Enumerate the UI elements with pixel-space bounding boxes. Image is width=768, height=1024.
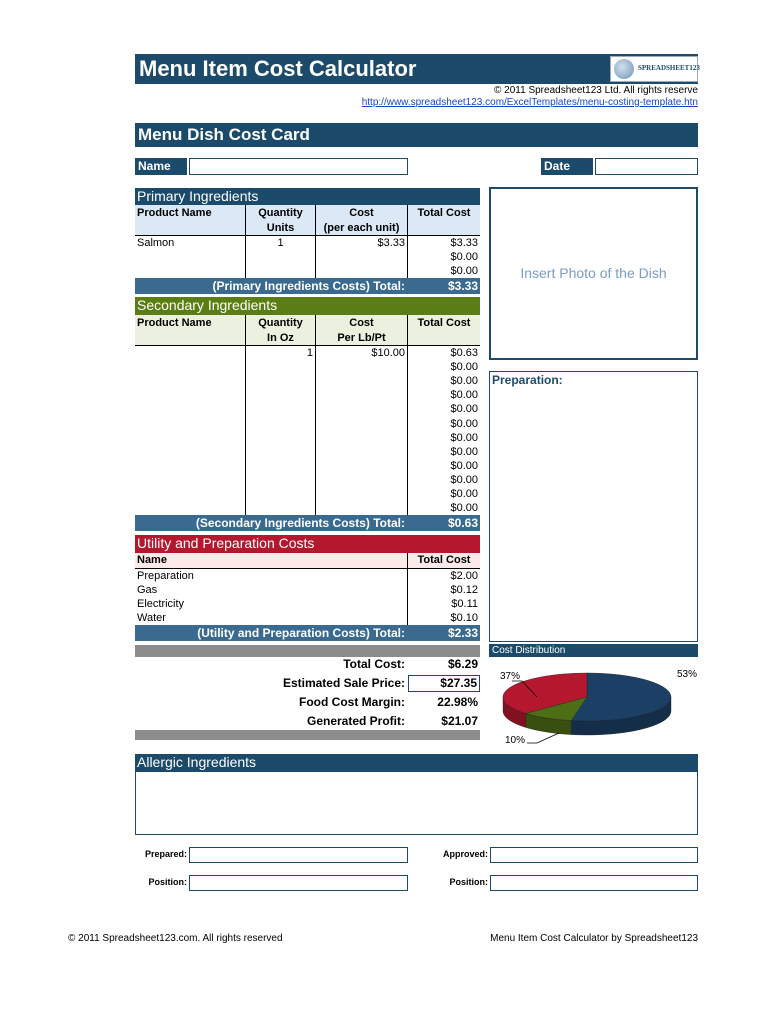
primary-total-label: (Primary Ingredients Costs) Total:: [212, 279, 405, 293]
primary-col-cost-sub: (per each unit): [323, 222, 400, 234]
secondary-col-cost-sub: Per Lb/Pt: [337, 332, 386, 344]
primary-col-units: Units: [266, 222, 295, 234]
secondary-row-total: $0.00: [450, 361, 478, 374]
secondary-row-total: $0.00: [450, 502, 478, 515]
utility-row-name[interactable]: Preparation: [137, 570, 194, 582]
name-field[interactable]: [189, 158, 408, 175]
primary-row-total: $0.00: [450, 265, 478, 277]
total-cost-value: $6.29: [447, 657, 478, 671]
utility-row-total[interactable]: $0.11: [451, 598, 478, 610]
date-label: Date: [541, 158, 593, 175]
total-cost-label: Total Cost:: [343, 657, 405, 671]
primary-total-value: $3.33: [447, 279, 478, 293]
utility-total-label: (Utility and Preparation Costs) Total:: [197, 626, 405, 640]
utility-col-name: Name: [137, 554, 167, 566]
sale-price-label: Estimated Sale Price:: [282, 676, 405, 690]
secondary-total-label: (Secondary Ingredients Costs) Total:: [195, 516, 405, 530]
primary-col-total: Total Cost: [417, 207, 471, 219]
secondary-row-total: $0.00: [450, 488, 478, 500]
approved-field[interactable]: [490, 847, 698, 863]
pie-label-primary: 53%: [677, 669, 698, 680]
utility-row-total[interactable]: $0.10: [450, 612, 478, 624]
position-field-left[interactable]: [189, 875, 408, 891]
secondary-row-qty[interactable]: 1: [306, 347, 313, 359]
secondary-row-total: $0.63: [450, 347, 478, 359]
primary-row-qty[interactable]: 1: [277, 237, 284, 249]
footer-copyright: © 2011 Spreadsheet123.com. All rights reserved: [68, 933, 283, 944]
card-title-banner: [135, 123, 698, 147]
logo-text: SPREADSHEET123: [638, 64, 700, 72]
food-cost-margin-label: Food Cost Margin:: [299, 695, 405, 709]
secondary-row-total: $0.00: [450, 459, 478, 472]
secondary-row-total: $0.00: [450, 473, 478, 486]
generated-profit-value: $21.07: [441, 714, 478, 728]
utility-row-total[interactable]: $0.12: [450, 584, 478, 596]
primary-ingredients-title: Primary Ingredients: [135, 188, 480, 205]
globe-icon: [614, 59, 634, 79]
secondary-ingredients-title: Secondary Ingredients: [135, 297, 480, 315]
allergic-ingredients-title: Allergic Ingredients: [135, 754, 698, 772]
photo-placeholder-text: Insert Photo of the Dish: [520, 265, 667, 281]
secondary-row-total: $0.00: [450, 417, 478, 430]
primary-col-qty: Quantity: [258, 207, 303, 219]
food-cost-margin-value: 22.98%: [437, 695, 478, 709]
pie-label-secondary: 10%: [505, 735, 526, 746]
sale-price-input[interactable]: $27.35: [408, 675, 480, 692]
utility-row-name[interactable]: Electricity: [137, 598, 185, 610]
dish-photo-placeholder[interactable]: [489, 187, 698, 360]
approved-label: Approved:: [443, 849, 488, 859]
preparation-label: Preparation:: [492, 373, 563, 387]
position-label-right: Position:: [449, 877, 488, 887]
secondary-col-oz: In Oz: [267, 332, 294, 344]
utility-row-total[interactable]: $2.00: [450, 570, 478, 582]
secondary-col-total: Total Cost: [417, 317, 471, 329]
secondary-row-total: $0.00: [450, 375, 478, 388]
secondary-col-qty: Quantity: [258, 317, 303, 329]
secondary-total-value: $0.63: [447, 516, 478, 530]
secondary-col-divider: [245, 315, 246, 515]
primary-row-total: $0.00: [450, 251, 478, 263]
primary-total-bar: [135, 278, 480, 294]
primary-col-product: Product Name: [137, 207, 212, 219]
prepared-label: Prepared:: [144, 849, 187, 859]
secondary-row-total: $0.00: [450, 403, 478, 416]
title-banner: [135, 54, 698, 84]
prepared-field[interactable]: [189, 847, 408, 863]
pie-label-utility: 37%: [500, 671, 521, 682]
primary-row-cost[interactable]: $3.33: [377, 237, 405, 249]
label-leader-line: [527, 733, 559, 743]
copyright-text: © 2011 Spreadsheet123 Ltd. All rights reserve: [494, 85, 698, 96]
preparation-box[interactable]: [489, 371, 698, 642]
secondary-col-divider: [315, 315, 316, 515]
secondary-row-total: $0.00: [450, 431, 478, 444]
generated-profit-label: Generated Profit:: [306, 714, 405, 728]
summary-divider-top: [135, 645, 480, 657]
position-label-left: Position:: [148, 877, 187, 887]
utility-total-bar: [135, 625, 480, 641]
utility-row-name[interactable]: Water: [137, 612, 166, 624]
secondary-total-bar: [135, 515, 480, 531]
card-title: Menu Dish Cost Card: [138, 125, 310, 144]
secondary-row-total: $0.00: [450, 445, 478, 458]
cost-distribution-chart: [489, 657, 698, 749]
date-field[interactable]: [595, 158, 698, 175]
secondary-row-cost[interactable]: $10.00: [371, 347, 405, 359]
primary-row-total: $3.33: [450, 237, 478, 249]
secondary-row-total: $0.00: [450, 389, 478, 402]
utility-costs-title: Utility and Preparation Costs: [135, 535, 480, 553]
summary-divider-bottom: [135, 730, 480, 740]
utility-col-total: Total Cost: [417, 554, 471, 566]
allergic-ingredients-box[interactable]: [135, 772, 698, 835]
page-title: Menu Item Cost Calculator: [139, 56, 417, 81]
template-link[interactable]: http://www.spreadsheet123.com/ExcelTemplates/menu-costing-template.htn: [361, 97, 698, 108]
secondary-col-product: Product Name: [137, 317, 212, 329]
chart-title: Cost Distribution: [489, 644, 698, 657]
primary-col-cost: Cost: [349, 207, 374, 219]
name-label: Name: [135, 158, 187, 175]
utility-row-name[interactable]: Gas: [137, 584, 158, 596]
utility-total-value: $2.33: [447, 626, 478, 640]
footer-credit: Menu Item Cost Calculator by Spreadsheet123: [490, 933, 698, 944]
spreadsheet123-logo: [610, 56, 698, 82]
secondary-col-cost: Cost: [349, 317, 374, 329]
position-field-right[interactable]: [490, 875, 698, 891]
primary-row-name[interactable]: Salmon: [137, 237, 175, 249]
